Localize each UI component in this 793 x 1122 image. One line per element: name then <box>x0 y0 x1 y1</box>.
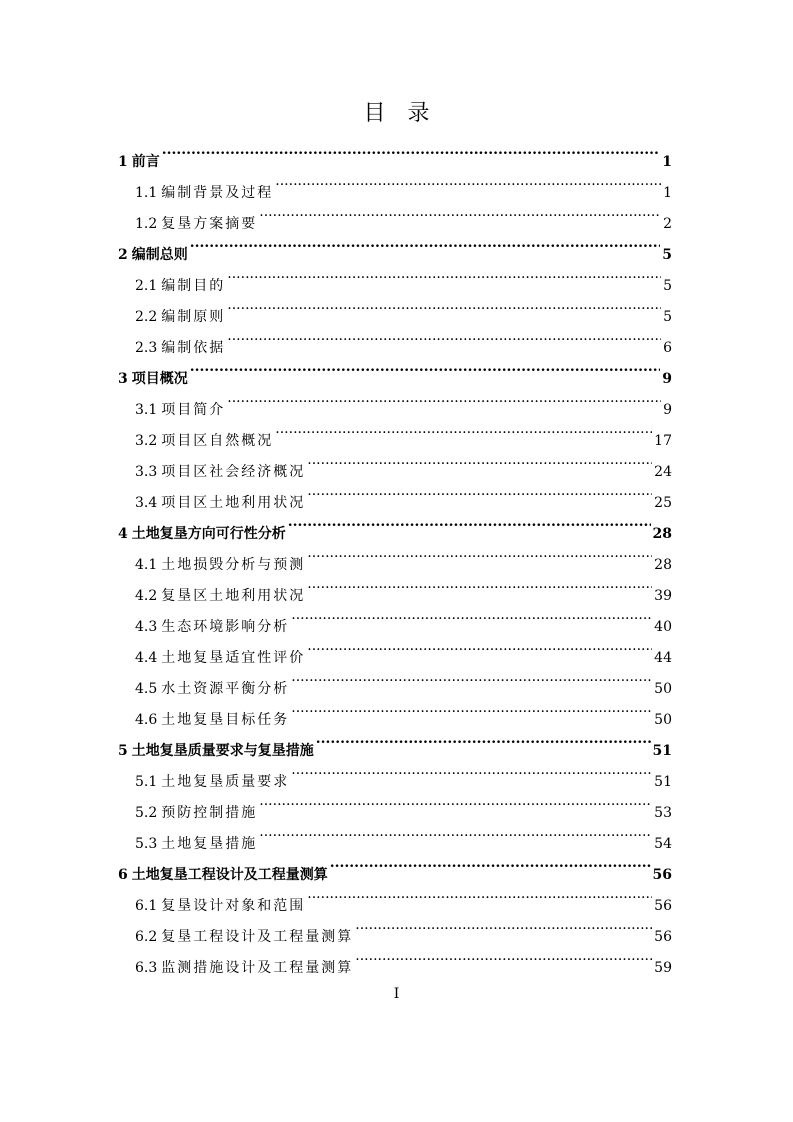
toc-title-char-1: 目 <box>363 101 386 126</box>
toc-dot-leader <box>355 910 652 941</box>
toc-entry-number: 6.2 <box>135 929 158 945</box>
toc-entry-label: 水土资源平衡分析 <box>161 681 290 697</box>
toc-entry-page-number: 6 <box>663 340 672 356</box>
toc-entry-label: 土地复垦质量要求 <box>161 774 290 790</box>
toc-entry-page-number: 9 <box>662 371 672 387</box>
toc-dot-leader <box>259 197 661 228</box>
toc-chapter-entry[interactable] <box>118 352 672 387</box>
toc-entry-page-number: 51 <box>652 743 672 759</box>
toc-dot-leader <box>190 352 661 383</box>
toc-entry-page-number: 40 <box>654 619 672 635</box>
toc-entry-label: 复垦设计对象和范围 <box>161 898 306 914</box>
toc-entry-label: 预防控制措施 <box>161 805 258 821</box>
toc-entry-page-number: 5 <box>663 278 672 294</box>
toc-dot-leader <box>227 321 661 352</box>
toc-chapter-entry[interactable] <box>118 228 672 263</box>
toc-dot-leader <box>291 693 652 724</box>
toc-entry-number: 3.1 <box>135 402 158 418</box>
toc-entry-number: 4.6 <box>135 712 158 728</box>
toc-entry-label: 生态环境影响分析 <box>161 619 290 635</box>
toc-entry-number: 4.3 <box>135 619 158 635</box>
toc-entry-number: 5.2 <box>135 805 158 821</box>
toc-entry-page-number: 5 <box>663 309 672 325</box>
toc-section-entry[interactable] <box>118 383 672 418</box>
toc-entry-number: 5.3 <box>135 836 158 852</box>
toc-entry-label: 编制总则 <box>131 247 188 263</box>
toc-dot-leader <box>275 166 661 197</box>
toc-entry-number: 4.2 <box>135 588 158 604</box>
page-number: I <box>393 986 400 1002</box>
toc-dot-leader <box>307 879 652 910</box>
toc-entry-number: 4.4 <box>135 650 158 666</box>
toc-dot-leader <box>291 600 652 631</box>
toc-dot-leader <box>355 941 652 972</box>
toc-entry-page-number: 59 <box>654 960 672 976</box>
toc-dot-leader <box>307 631 652 662</box>
toc-dot-leader <box>307 569 652 600</box>
toc-entry-page-number: 56 <box>652 867 672 883</box>
toc-section-entry[interactable] <box>118 259 672 294</box>
toc-entry-page-number: 28 <box>652 526 672 542</box>
toc-entry-page-number: 56 <box>654 898 672 914</box>
toc-entry-label: 土地复垦工程设计及工程量测算 <box>131 867 328 883</box>
toc-entry-page-number: 44 <box>654 650 672 666</box>
toc-dot-leader <box>316 724 651 755</box>
toc-entry-number: 3.2 <box>135 433 158 449</box>
toc-entry-label: 土地复垦目标任务 <box>161 712 290 728</box>
toc-entry-page-number: 28 <box>654 557 672 573</box>
toc-dot-leader <box>275 414 652 445</box>
toc-entry-number: 3.3 <box>135 464 158 480</box>
toc-entry-number: 4.1 <box>135 557 158 573</box>
toc-entry-label: 项目区土地利用状况 <box>161 495 306 511</box>
toc-dot-leader <box>162 135 661 166</box>
toc-entry-page-number: 50 <box>654 712 672 728</box>
toc-entry-number: 1.2 <box>135 216 158 232</box>
toc-entry-page-number: 5 <box>662 247 672 263</box>
toc-entry-number: 1 <box>118 154 128 170</box>
toc-entry-page-number: 17 <box>654 433 672 449</box>
toc-dot-leader <box>259 786 652 817</box>
toc-entry-label: 监测措施设计及工程量测算 <box>161 960 354 976</box>
toc-entry-label: 编制背景及过程 <box>161 185 274 201</box>
toc-dot-leader <box>259 817 652 848</box>
toc-entry-label: 土地复垦措施 <box>161 836 258 852</box>
toc-entry-number: 2.1 <box>135 278 158 294</box>
toc-entry-number: 4 <box>118 526 128 542</box>
toc-entry-label: 土地复垦质量要求与复垦措施 <box>131 743 314 759</box>
toc-dot-leader <box>227 259 661 290</box>
toc-dot-leader <box>291 755 652 786</box>
toc-dot-leader <box>291 662 652 693</box>
toc-entry-number: 4.5 <box>135 681 158 697</box>
toc-entry-page-number: 1 <box>663 185 672 201</box>
toc-entry-label: 复垦区土地利用状况 <box>161 588 306 604</box>
toc-entry-number: 5 <box>118 743 128 759</box>
toc-dot-leader <box>190 228 661 259</box>
toc-chapter-entry[interactable] <box>118 135 672 170</box>
toc-entry-label: 编制依据 <box>161 340 226 356</box>
toc-section-entry[interactable] <box>118 166 672 201</box>
toc-entry-number: 6.3 <box>135 960 158 976</box>
toc-dot-leader <box>227 383 661 414</box>
toc-entry-page-number: 25 <box>654 495 672 511</box>
toc-entry-label: 项目简介 <box>161 402 226 418</box>
toc-dot-leader <box>288 507 651 538</box>
toc-entry-page-number: 51 <box>654 774 672 790</box>
toc-title <box>0 96 793 127</box>
toc-entry-label: 复垦工程设计及工程量测算 <box>161 929 354 945</box>
toc-entry-label: 项目概况 <box>131 371 188 387</box>
toc-entry-label: 复垦方案摘要 <box>161 216 258 232</box>
toc-entry-number: 5.1 <box>135 774 158 790</box>
toc-entry-label: 编制原则 <box>161 309 226 325</box>
toc-entry-label: 项目区自然概况 <box>161 433 274 449</box>
toc-entry-page-number: 39 <box>654 588 672 604</box>
toc-entry-number: 2.2 <box>135 309 158 325</box>
toc-entry-page-number: 24 <box>654 464 672 480</box>
table-of-contents <box>118 135 672 976</box>
toc-entry-page-number: 9 <box>663 402 672 418</box>
toc-dot-leader <box>307 445 652 476</box>
toc-entry-number: 2 <box>118 247 128 263</box>
toc-entry-page-number: 54 <box>654 836 672 852</box>
toc-entry-page-number: 2 <box>663 216 672 232</box>
toc-entry-number: 3.4 <box>135 495 158 511</box>
toc-entry-label: 土地复垦适宜性评价 <box>161 650 306 666</box>
toc-dot-leader <box>330 848 651 879</box>
toc-entry-number: 6 <box>118 867 128 883</box>
toc-entry-page-number: 50 <box>654 681 672 697</box>
toc-entry-label: 土地复垦方向可行性分析 <box>131 526 286 542</box>
toc-entry-number: 6.1 <box>135 898 158 914</box>
toc-entry-label: 编制目的 <box>161 278 226 294</box>
toc-dot-leader <box>227 290 661 321</box>
toc-entry-page-number: 53 <box>654 805 672 821</box>
toc-entry-page-number: 56 <box>654 929 672 945</box>
toc-entry-page-number: 1 <box>662 154 672 170</box>
toc-entry-number: 2.3 <box>135 340 158 356</box>
toc-entry-number: 3 <box>118 371 128 387</box>
toc-entry-label: 项目区社会经济概况 <box>161 464 306 480</box>
toc-title-char-2: 录 <box>407 101 430 126</box>
toc-entry-label: 土地损毁分析与预测 <box>161 557 306 573</box>
toc-dot-leader <box>307 538 652 569</box>
toc-entry-label: 前言 <box>131 154 160 170</box>
toc-dot-leader <box>307 476 652 507</box>
toc-entry-number: 1.1 <box>135 185 158 201</box>
